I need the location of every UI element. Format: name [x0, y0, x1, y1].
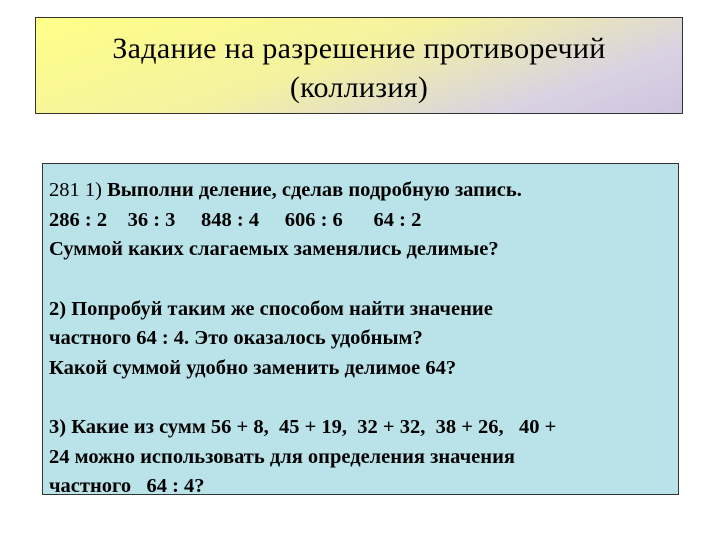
task1-expressions: 286 : 2 36 : 3 848 : 4 606 : 6 64 : 2: [49, 208, 422, 231]
task1-number: 281 1): [49, 179, 102, 201]
task1-instruction-text: Выполни деление, сделав подробную запись.: [101, 179, 522, 201]
task3-line-3: частного 64 : 4?: [49, 475, 205, 497]
task3-line-2: 24 можно использовать для определения значения: [49, 445, 515, 468]
task-content-box: [42, 163, 679, 495]
slide-title-box: [35, 17, 683, 114]
task3-line-1: 3) Какие из сумм 56 + 8, 45 + 19, 32 + 32, 38 + 26, 40 +: [49, 416, 557, 438]
spacer: [49, 383, 672, 413]
task2-line-3: Какой суммой удобно заменить делимое 64?: [49, 356, 457, 379]
task1-instruction: [49, 176, 672, 206]
spacer: [49, 265, 672, 295]
slide-title-line-2: (коллизия): [289, 71, 429, 104]
slide-title-line-1: Задание на разрешение противоречий: [112, 32, 606, 65]
task2-line-2: частного 64 : 4. Это оказалось удобным?: [49, 327, 423, 349]
task2-line-1: 2) Попробуй таким же способом найти значение: [49, 297, 493, 320]
task1-question: Суммой каких слагаемых заменялись делимые?: [49, 238, 499, 260]
